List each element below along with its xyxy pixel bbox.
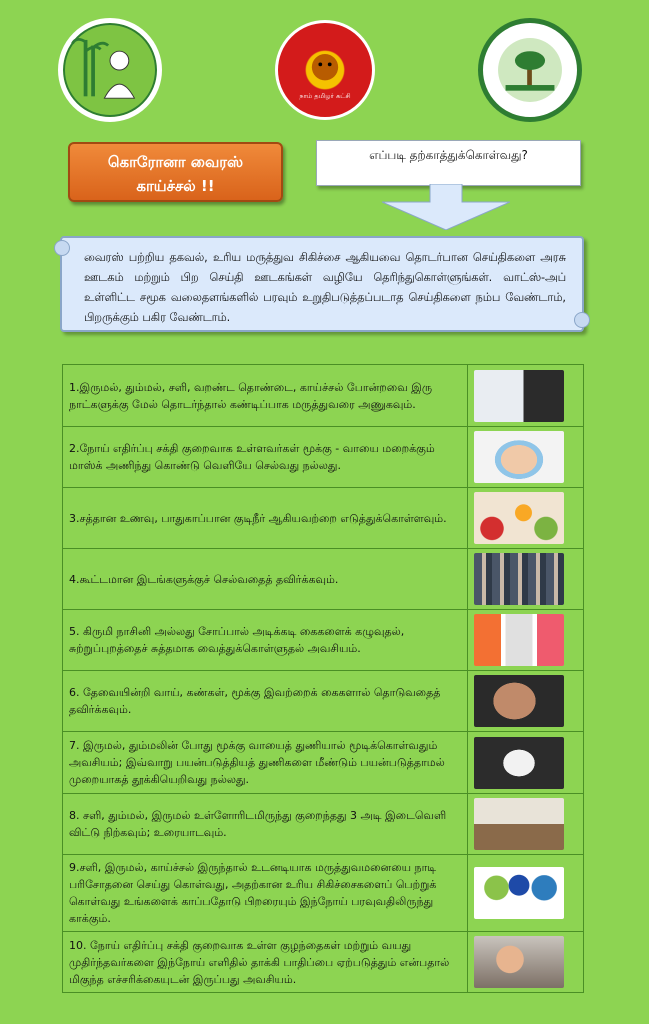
- page-title: [68, 142, 283, 202]
- crowd-photo: [474, 553, 564, 605]
- tip-row: [63, 671, 584, 732]
- notice-scroll: [60, 236, 584, 332]
- tiger-emblem-icon: [278, 23, 372, 117]
- question-heading: [316, 140, 581, 186]
- notice-text: வைரஸ் பற்றிய தகவல், உரிய மருத்துவ சிகிச்சை ஆகியவை தொடர்பான செய்திகளை அரசு ஊடகம் மற்றும் பிற செய்தி ஊடகங்கள் வழியே தெரிந்துகொள்ளுங்கள். வாட்ஸ்-அப் உள்ளிட்ட சமூக வலைதளங்களில் பரவும் உறுதிபடுத்தப்படாத செய்திகளை நம்ப வேண்டாம், பிறருக்கும் பகிர வேண்டாம்.: [84, 251, 566, 324]
- tip-row: [63, 488, 584, 549]
- tip-text: 7. இருமல், தும்மலின் போது மூக்கு வாயைத் துணியால் மூடிக்கொள்வதும் அவசியம்; இவ்வாறு பயன்படுத்தியத் துணிகளை மீண்டும் பயன்படுத்தாமல் முறையாகத் தூக்கியெறிவது நல்லது.: [63, 732, 468, 794]
- tip-image-cell: [467, 549, 583, 610]
- farmer-sugarcane-icon: [63, 23, 157, 117]
- party-name-text: நாம் தமிழர் கட்சி: [299, 92, 351, 101]
- title-line-1: கொரோனா வைரஸ்: [107, 153, 244, 171]
- tip-row: [63, 610, 584, 671]
- tip-row: [63, 932, 584, 993]
- sneezing-tissue-photo: [474, 737, 564, 789]
- title-line-2: காய்ச்சல் !!: [136, 177, 215, 195]
- people-cheering-icon: [474, 867, 564, 919]
- tip-text: 1.இருமல், தும்மல், சளி, வறண்ட தொண்டை, காய்ச்சல் போன்றவை இரு நாட்களுக்கு மேல் தொடர்ந்தால் கண்டிப்பாக மருத்துவரை அணுகவும்.: [63, 365, 468, 427]
- tip-text: 3.சத்தான உணவு, பாதுகாப்பான குடிநீர் ஆகியவற்றை எடுத்துக்கொள்ளவும்.: [63, 488, 468, 549]
- tip-row: [63, 365, 584, 427]
- farmer-logo: [58, 18, 162, 122]
- question-text: எப்படி தற்காத்துக்கொள்வது?: [369, 148, 528, 162]
- tip-image-cell: [467, 671, 583, 732]
- tip-image-cell: [467, 610, 583, 671]
- tip-row: [63, 549, 584, 610]
- tip-image-cell: [467, 732, 583, 794]
- elder-baby-photo: [474, 936, 564, 988]
- tip-image-cell: [467, 932, 583, 993]
- tamil-party-logo: [275, 20, 375, 120]
- tip-text: 4.கூட்டமான இடங்களுக்குச் செல்வதைத் தவிர்க்கவும்.: [63, 549, 468, 610]
- tip-text: 6. தேவையின்றி வாய், கண்கள், மூக்கு இவற்றைக் கைகளால் தொடுவதைத் தவிர்க்கவும்.: [63, 671, 468, 732]
- touching-face-photo: [474, 675, 564, 727]
- tip-text: 10. நோய் எதிர்ப்பு சக்தி குறைவாக உள்ள குழந்தைகள் மற்றும் வயது முதிர்ந்தவர்களை இந்நோய் எளிதில் தாக்கி பாதிப்பை ஏற்படுத்தும் என்பதால் மிகுந்த எச்சரிக்கையுடன் இருப்பது அவசியம்.: [63, 932, 468, 993]
- tip-row: [63, 794, 584, 855]
- fruits-vegetables-photo: [474, 492, 564, 544]
- tip-text: 5. கிருமி நாசினி அல்லது சோப்பால் அடிக்கடி கைகளைக் கழுவுதல், சுற்றுப்புறத்தைச் சுத்தமாக வைத்துக்கொள்ளுதல் அவசியம்.: [63, 610, 468, 671]
- tip-image-cell: [467, 794, 583, 855]
- tip-image-cell: [467, 488, 583, 549]
- environment-logo: [478, 18, 582, 122]
- arrow-down-icon: [382, 184, 510, 230]
- tip-image-cell: [467, 365, 583, 427]
- distance-talk-photo: [474, 798, 564, 850]
- tip-image-cell: [467, 427, 583, 488]
- tip-row: [63, 855, 584, 932]
- tip-text: 8. சளி, தும்மல், இருமல் உள்ளோரிடமிருந்து குறைந்தது 3 அடி இடைவெளி விட்டு நிற்கவும்; உரையாடவும்.: [63, 794, 468, 855]
- tip-text: 2.நோய் எதிர்ப்பு சக்தி குறைவாக உள்ளவர்கள் மூக்கு - வாயை மறைக்கும் மாஸ்க் அணிந்து கொண்டு வெளியே செல்வது நல்லது.: [63, 427, 468, 488]
- sanitizer-bottles-photo: [474, 614, 564, 666]
- face-mask-photo: [474, 431, 564, 483]
- tip-row: [63, 427, 584, 488]
- doctor-check-photo: [474, 370, 564, 422]
- tip-image-cell: [467, 855, 583, 932]
- tip-row: [63, 732, 584, 794]
- tree-icon: [483, 23, 577, 117]
- tips-table: [62, 364, 584, 993]
- tip-text: 9.சளி, இருமல், காய்ச்சல் இருந்தால் உடனடியாக மருத்துவமனையை நாடி பரிசோதனை செய்து கொள்வது, அதற்கான உரிய சிகிச்சைகளைப் பெற்றுக் கொள்வது உங்களைக் காப்பதோடு பிறரையும் இந்நோய் பரவுவதிலிருந்து காக்கும்.: [63, 855, 468, 932]
